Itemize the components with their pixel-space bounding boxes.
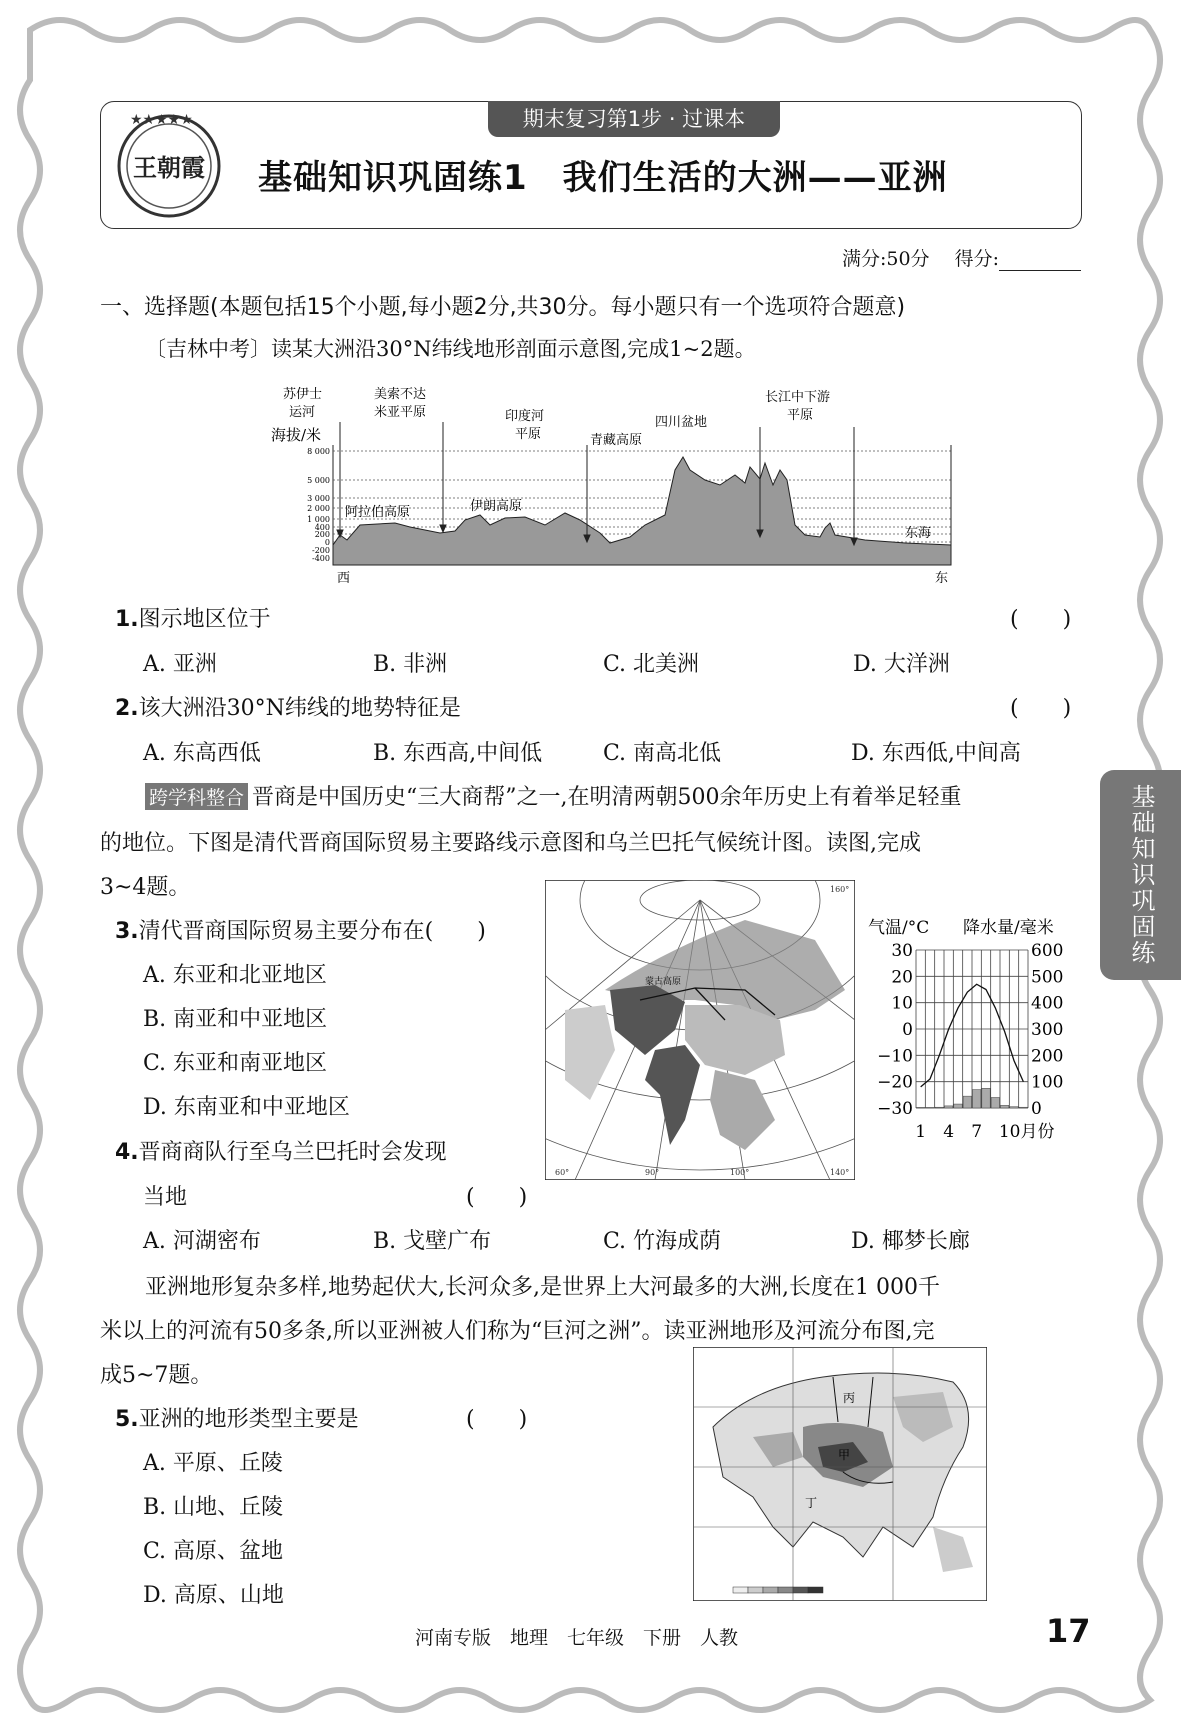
label-sichuan: 四川盆地 [655,415,708,430]
side-tab: 基础知识巩固练 [1100,770,1181,980]
label-tibet: 青藏高原 [590,433,643,448]
score-line [842,244,1081,271]
q5-option-b[interactable]: B. 山地、丘陵 [143,1495,284,1520]
precipitation-bar [917,1107,925,1108]
precipitation-bar [954,1104,962,1108]
q2-option-a[interactable]: A. 东高西低 [143,741,261,766]
temp-axis-label: 气温/°C [868,918,930,938]
trade-route-map [545,880,855,1180]
month-tick-label: 10月份 [998,1122,1055,1142]
q2-stem: 2.该大洲沿30°N纬线的地势特征是 [115,696,461,721]
page-title: 基础知识巩固练1 我们生活的大洲——亚洲 [258,158,948,198]
temp-tick-label: 10 [891,993,913,1014]
label-suez-1: 苏伊士 [283,387,323,402]
publisher-logo [110,104,228,222]
q5-option-a[interactable]: A. 平原、丘陵 [143,1451,283,1476]
q1-option-c[interactable]: C. 北美洲 [603,652,700,677]
q2-option-d[interactable]: D. 东西低,中间高 [851,741,1021,766]
label-mongolian-plateau: 蒙古高原 [645,977,682,987]
q3-option-b[interactable]: B. 南亚和中亚地区 [143,1007,328,1032]
precip-tick-label: 200 [1031,1046,1064,1067]
precipitation-bar [991,1097,999,1108]
ytick: 0 [324,538,330,547]
q4-option-c[interactable]: C. 竹海成荫 [603,1229,722,1254]
full-score: 满分:50分 [841,248,930,270]
ytick: 5 000 [307,476,330,485]
map-label-jia: 甲 [838,1448,851,1462]
svg-text:140°: 140° [830,1168,850,1177]
q4-stem-1: 4.晋商商队行至乌兰巴托时会发现 [115,1140,447,1165]
precipitation-bar [963,1096,971,1108]
page-number: 17 [1046,1612,1091,1650]
precip-tick-label: 500 [1031,967,1064,988]
q4-stem-2: 当地 [143,1185,188,1210]
label-yangtze-1: 长江中下游 [765,390,831,405]
svg-text:160°: 160° [830,885,850,894]
q5-answer-blank[interactable]: ( ) [466,1407,528,1432]
precip-tick-label: 600 [1031,941,1064,961]
profile-ylabel: 海拔/米 [271,426,322,444]
cross-line-3: 3~4题。 [100,875,191,900]
svg-text:★★★★★: ★★★★★ [130,112,193,128]
cross-tag: 跨学科整合 [145,783,248,810]
label-indus-1: 印度河 [505,409,545,424]
terrain-profile-figure [265,375,965,590]
footer: 河南专版 地理 七年级 下册 人教 [415,1627,739,1649]
q5-option-c[interactable]: C. 高原、盆地 [143,1539,284,1564]
map-legend [733,1587,823,1593]
asia-terrain-map [693,1347,987,1601]
svg-text:90°: 90° [645,1168,660,1177]
q5-stem: 5.亚洲的地形类型主要是 [115,1407,359,1432]
temp-tick-label: −20 [877,1072,913,1093]
q1-option-d[interactable]: D. 大洋洲 [853,652,950,677]
cross-line-2: 的地位。下图是清代晋商国际贸易主要路线示意图和乌兰巴托气候统计图。读图,完成 [100,831,921,856]
label-meso-1: 美索不达 [374,387,427,402]
ytick: 2 000 [307,504,330,513]
q4-option-a[interactable]: A. 河湖密布 [143,1229,261,1254]
q3-stem: 3.清代晋商国际贸易主要分布在( ) [115,919,486,944]
label-east: 东 [935,571,949,586]
temp-tick-label: 20 [891,967,913,988]
logo-text: 王朝霞 [133,153,205,182]
ytick: -200 [312,546,330,555]
precip-axis-label: 降水量/毫米 [963,918,1054,938]
ytick: 400 [314,523,330,532]
intro-q1-2: 〔吉林中考〕读某大洲沿30°N纬线地形剖面示意图,完成1~2题。 [145,337,756,361]
score-label: 得分: [954,248,999,270]
score-blank[interactable] [999,252,1081,271]
temp-tick-label: 0 [902,1020,913,1040]
label-meso-2: 米亚平原 [374,405,427,420]
svg-text:100°: 100° [730,1168,750,1177]
ytick: 200 [314,530,330,539]
precip-tick-label: 300 [1031,1020,1064,1040]
precipitation-bar [935,1107,943,1108]
q2-answer-blank[interactable]: ( ) [1010,696,1072,721]
q4-option-d[interactable]: D. 椰梦长廊 [851,1229,970,1254]
label-suez-2: 运河 [289,405,316,420]
profile-labels [283,386,931,541]
q3-option-d[interactable]: D. 东南亚和中亚地区 [143,1095,350,1120]
q2-option-b[interactable]: B. 东西高,中间低 [373,741,543,766]
q3-option-c[interactable]: C. 东亚和南亚地区 [143,1051,328,1076]
temp-tick-label: −30 [877,1099,913,1119]
q1-option-b[interactable]: B. 非洲 [373,652,448,677]
month-tick-label: 7 [971,1122,983,1142]
label-indus-2: 平原 [515,427,542,442]
label-west: 西 [337,571,351,586]
header-tab: 期末复习第1步 · 过课本 [488,101,780,137]
label-yangtze-2: 平原 [787,408,814,423]
precipitation-bar [1010,1107,1018,1108]
precipitation-bar [973,1090,981,1108]
ytick: -400 [312,554,330,563]
q1-option-a[interactable]: A. 亚洲 [143,652,217,677]
temp-tick-label: 30 [891,941,913,961]
cross-line-1: 跨学科整合 晋商是中国历史“三大商帮”之一,在明清两朝500余年历史上有着举足轻重 [145,780,962,811]
month-tick-label: 4 [943,1122,955,1142]
intro3-line-2: 米以上的河流有50多条,所以亚洲被人们称为“巨河之洲”。读亚洲地形及河流分布图,完 [100,1319,935,1344]
precipitation-bar [1001,1105,1009,1108]
climate-chart [868,915,1098,1145]
q1-stem: 1.图示地区位于 [115,607,271,632]
ytick: 8 000 [307,447,330,456]
precip-tick-label: 0 [1031,1099,1042,1119]
profile-yticks [307,447,330,563]
temp-tick-label: −10 [877,1046,913,1067]
label-east-sea: 东海 [905,526,932,541]
intro3-line-1: 亚洲地形复杂多样,地势起伏大,长河众多,是世界上大河最多的大洲,长度在1 000千 [145,1275,940,1300]
intro3-line-3: 成5~7题。 [100,1363,213,1388]
precipitation-bar [926,1107,934,1108]
q2-option-c[interactable]: C. 南高北低 [603,741,722,766]
label-iran: 伊朗高原 [470,499,523,514]
q5-option-d[interactable]: D. 高原、山地 [143,1583,284,1608]
ytick: 3 000 [307,494,330,503]
map-label-bing: 丙 [843,1391,856,1405]
month-tick-label: 1 [915,1122,927,1142]
label-arabia: 阿拉伯高原 [345,505,411,520]
precip-tick-label: 400 [1031,993,1064,1014]
map-label-ding: 丁 [805,1496,818,1510]
precipitation-bar [945,1106,953,1108]
q4-answer-blank[interactable]: ( ) [466,1185,528,1210]
svg-text:60°: 60° [555,1168,570,1177]
q4-option-b[interactable]: B. 戈壁广布 [373,1229,492,1254]
section-heading: 一、选择题(本题包括15个小题,每小题2分,共30分。每小题只有一个选项符合题意) [100,295,906,320]
ytick: 1 000 [307,515,330,524]
precip-tick-label: 100 [1031,1072,1064,1093]
precipitation-bar [982,1088,990,1108]
q3-option-a[interactable]: A. 东亚和北亚地区 [143,963,327,988]
precipitation-bar [1019,1107,1027,1108]
q1-answer-blank[interactable]: ( ) [1010,607,1072,632]
